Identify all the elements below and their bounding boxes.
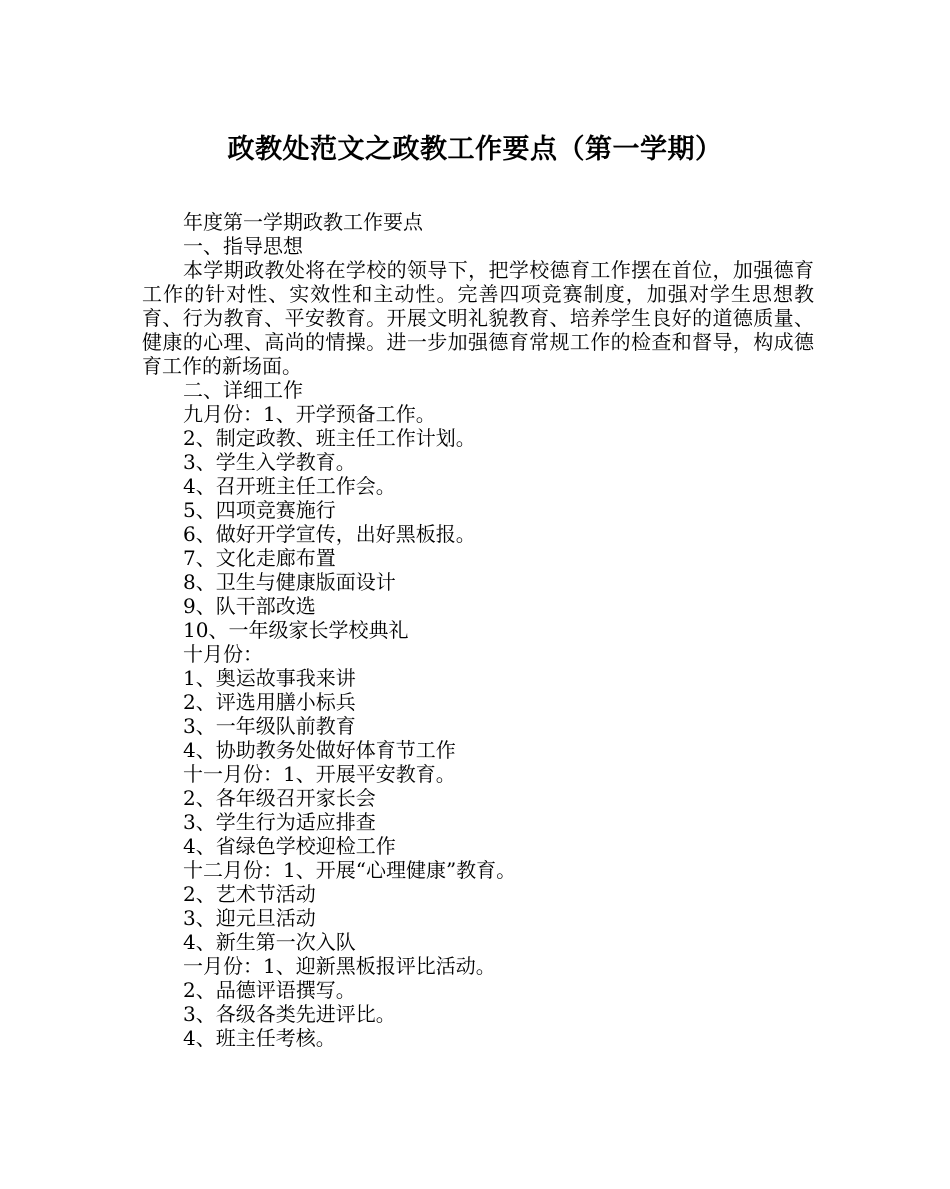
document-title: 政教处范文之政教工作要点（第一学期） [227, 134, 723, 165]
november-item-3: 3、学生行为适应排查 [183, 810, 376, 834]
september-item-10: 10、一年级家长学校典礼 [183, 618, 409, 642]
january-item-4: 4、班主任考核。 [183, 1026, 336, 1050]
october-heading: 十月份： [183, 642, 263, 666]
september-item-2: 2、制定政教、班主任工作计划。 [183, 426, 476, 450]
december-item-3: 3、迎元旦活动 [183, 906, 316, 930]
september-item-5: 5、四项竞赛施行 [183, 498, 336, 522]
september-item-4: 4、召开班主任工作会。 [183, 474, 396, 498]
september-item-6: 6、做好开学宣传，出好黑板报。 [183, 522, 476, 546]
october-item-4: 4、协助教务处做好体育节工作 [183, 738, 456, 762]
december-item-4: 4、新生第一次入队 [183, 930, 356, 954]
december-item-1: 十二月份：1、开展“心理健康”教育。 [183, 858, 517, 882]
september-item-1: 九月份：1、开学预备工作。 [183, 402, 436, 426]
document-body [142, 210, 814, 1050]
doc-heading-line: 年度第一学期政教工作要点 [183, 210, 423, 234]
september-item-9: 9、队干部改选 [183, 594, 316, 618]
october-item-2: 2、评选用膳小标兵 [183, 690, 356, 714]
september-item-8: 8、卫生与健康版面设计 [183, 570, 396, 594]
january-item-3: 3、各级各类先进评比。 [183, 1002, 396, 1026]
january-item-1: 一月份：1、迎新黑板报评比活动。 [183, 954, 496, 978]
november-item-2: 2、各年级召开家长会 [183, 786, 376, 810]
december-item-2: 2、艺术节活动 [183, 882, 316, 906]
october-item-1: 1、奥运故事我来讲 [183, 666, 356, 690]
september-item-7: 7、文化走廊布置 [183, 546, 336, 570]
january-item-2: 2、品德评语撰写。 [183, 978, 356, 1002]
section-heading-guiding-thought: 一、指导思想 [183, 234, 303, 258]
november-item-1: 十一月份：1、开展平安教育。 [183, 762, 456, 786]
november-item-4: 4、省绿色学校迎检工作 [183, 834, 396, 858]
october-item-3: 3、一年级队前教育 [183, 714, 356, 738]
section-heading-detailed-work: 二、详细工作 [183, 378, 303, 402]
september-item-3: 3、学生入学教育。 [183, 450, 356, 474]
guiding-thought-paragraph: 本学期政教处将在学校的领导下，把学校德育工作摆在首位，加强德育工作的针对性、实效性和主动性。完善四项竞赛制度，加强对学生思想教育、行为教育、平安教育。开展文明礼貌教育、培养学生良好的道德质量、健康的心理、高尚的情操。进一步加强德育常规工作的检查和督导，构成德育工作的新场面。 [142, 258, 814, 378]
